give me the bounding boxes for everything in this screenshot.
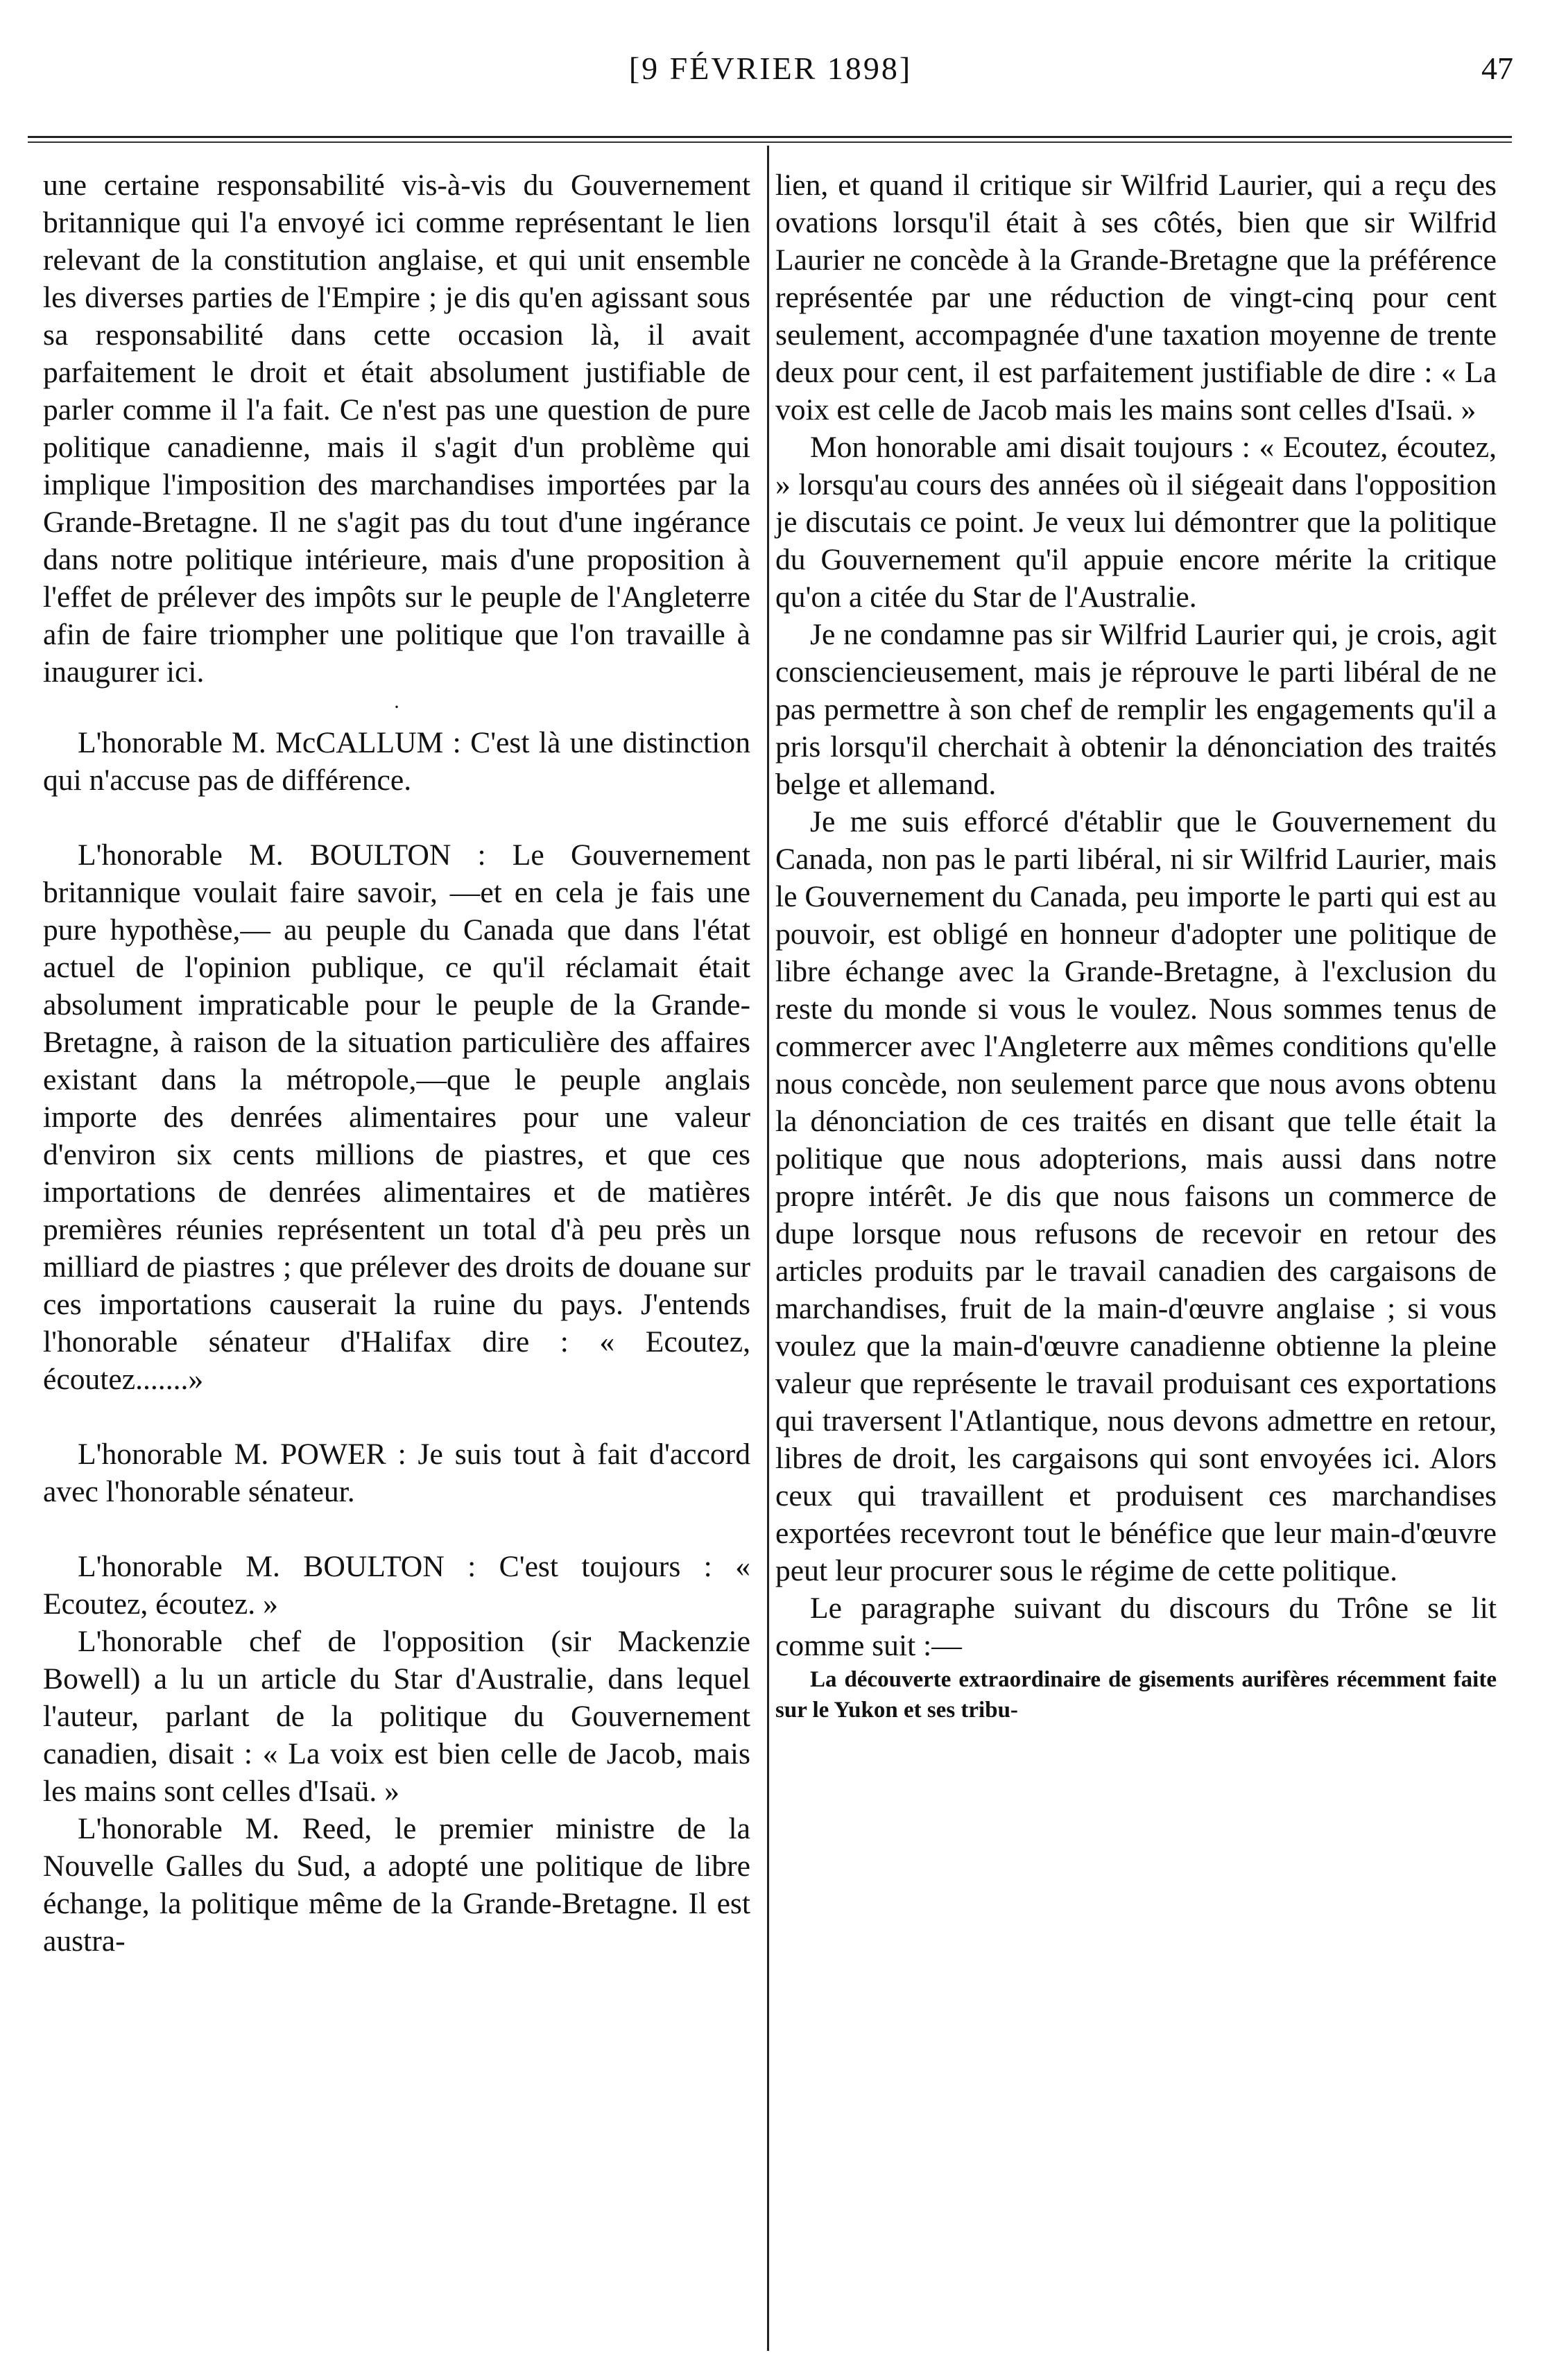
paragraph: L'honorable M. BOULTON : Le Gouvernement britannique voulait faire savoir, —et en cela je fais une pure hypothèse,— au peuple du Canada que dans l'état actuel de l'opinion publique, ce qu'il réclamait était absolument impraticable pour le peuple de la Grande-Bretagne, à raison de la situation particulière des affaires existant dans la métropole,—que le peuple anglais importe des denrées alimentaires pour une valeur d'environ six cents millions de piastres, et que ces importations de denrées alimentaires et de matières premières réunies représentent un total d'à peu près un milliard de piastres ; que prélever des droits de douane sur ces importations causerait la ruine du pays. J'entends l'honorable sénateur d'Halifax dire : « Ecoutez, écoutez.......»: [43, 838, 750, 1396]
paragraph: L'honorable M. Reed, le premier ministre de la Nouvelle Galles du Sud, a adopté une politique de libre échange, la politique même de la Grande-Bretagne. Il est austra-: [43, 1812, 750, 1958]
paragraph: Mon honorable ami disait toujours : « Ecoutez, écoutez, » lorsqu'au cours des années où il siégeait dans l'opposition je discutais ce point. Je veux lui démontrer que la politique du Gouvernement qu'il appuie encore mérite la critique qu'on a citée du Star de l'Australie.: [775, 431, 1497, 614]
quoted-throne-speech: La découverte extraordinaire de gisements aurifères récemment faite sur le Yukon et ses tribu-: [775, 1667, 1497, 1723]
column-divider: [767, 146, 769, 2351]
paragraph: Le paragraphe suivant du discours du Trône se lit comme suit :—: [775, 1592, 1497, 1662]
page-date: [9 FÉVRIER 1898]: [628, 51, 913, 86]
header-rule: [28, 136, 1512, 138]
paragraph: Je me suis efforcé d'établir que le Gouvernement du Canada, non pas le parti libéral, ni sir Wilfrid Laurier, mais le Gouvernement du Canada, peu importe le parti qui est au pouvoir, est obligé en honneur d'adopter une politique de libre échange avec la Grande-Bretagne, à l'exclusion du reste du monde si vous le voulez. Nous sommes tenus de commercer avec l'Angleterre aux mêmes conditions qu'elle nous concède, non seulement parce que nous avons obtenu la dénonciation de ces traités en disant que telle était la politique que nous adopterions, mais aussi dans notre propre intérêt. Je dis que nous faisons un commerce de dupe lorsque nous refusons de recevoir en retour des articles produits par le travail canadien des cargaisons de marchandises, fruit de la main-d'œuvre anglaise ; si vous voulez que la main-d'œuvre canadienne obtienne la pleine valeur que représente le travail produisant ces exportations qui traversent l'Atlantique, nous devons admettre en retour, libres de droit, les cargaisons qui sont envoyées ici. Alors ceux qui travaillent et produisent ces marchandises exportées recevront tout le bénéfice que leur main-d'œuvre peut leur procurer sous le régime de cette politique.: [775, 805, 1497, 1587]
header-rule-double: [28, 141, 1512, 143]
section-separator: ·: [393, 696, 400, 718]
right-column: [775, 166, 1497, 1725]
page-header: [0, 44, 1541, 100]
paragraph: L'honorable chef de l'opposition (sir Mackenzie Bowell) a lu un article du Star d'Australie, dans lequel l'auteur, parlant de la politique du Gouvernement canadien, disait : « La voix est bien celle de Jacob, mais les mains sont celles d'Isaü. »: [43, 1625, 750, 1808]
paragraph: L'honorable M. McCALLUM : C'est là une distinction qui n'accuse pas de différence.: [43, 726, 750, 797]
page-number: 47: [1481, 51, 1513, 86]
left-column: [43, 166, 750, 1960]
paragraph: L'honorable M. BOULTON : C'est toujours : « Ecoutez, écoutez. »: [43, 1550, 750, 1621]
paragraph: L'honorable M. POWER : Je suis tout à fait d'accord avec l'honorable sénateur.: [43, 1438, 750, 1508]
paragraph: Je ne condamne pas sir Wilfrid Laurier qui, je crois, agit consciencieusement, mais je réprouve le parti libéral de ne pas permettre à son chef de remplir les engagements qu'il a pris lorsqu'il cherchait à obtenir la dénonciation des traités belge et allemand.: [775, 618, 1497, 801]
paragraph: lien, et quand il critique sir Wilfrid Laurier, qui a reçu des ovations lorsqu'il était à ses côtés, bien que sir Wilfrid Laurier ne concède à la Grande-Bretagne que la préférence représentée par une réduction de vingt-cinq pour cent seulement, accompagnée d'une taxation moyenne de trente deux pour cent, il est parfaitement justifiable de dire : « La voix est celle de Jacob mais les mains sont celles d'Isaü. »: [775, 169, 1497, 426]
paragraph: une certaine responsabilité vis-à-vis du Gouvernement britannique qui l'a envoyé ici comme représentant le lien relevant de la constitution anglaise, et qui unit ensemble les diverses parties de l'Empire ; je dis qu'en agissant sous sa responsabilité dans cette occasion là, il avait parfaitement le droit et était absolument justifiable de parler comme il l'a fait. Ce n'est pas une question de pure politique canadienne, mais il s'agit d'un problème qui implique l'imposition des marchandises importées par la Grande-Bretagne. Il ne s'agit pas du tout d'une ingérance dans notre politique intérieure, mais d'une proposition à l'effet de prélever des impôts sur le peuple de l'Angleterre afin de faire triompher une politique que l'on travaille à inaugurer ici.: [43, 169, 750, 689]
